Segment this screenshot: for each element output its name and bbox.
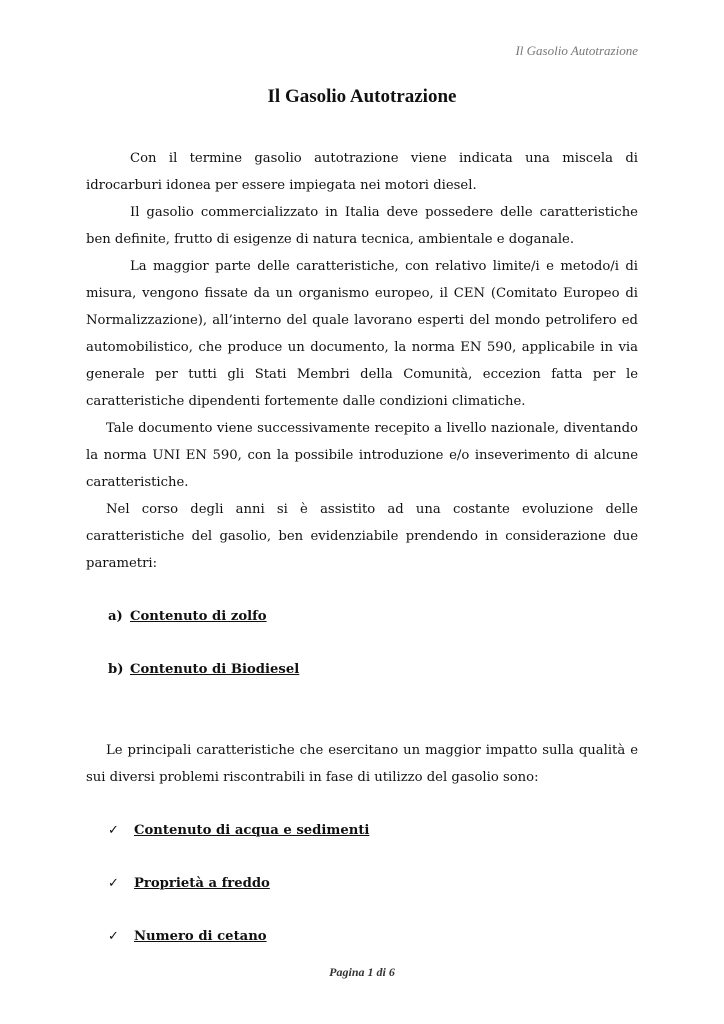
paragraph-intro: Con il termine gasolio autotrazione viene indicata una miscela di idrocarburi idonea per essere impiegata nei motori diesel. [86, 151, 638, 193]
parameters-list [86, 603, 638, 683]
checkmark-icon: ✓ [108, 823, 120, 838]
list-item-label: Proprietà a freddo [134, 876, 270, 891]
list-item-label: Contenuto di zolfo [130, 609, 267, 624]
list-item-label: Contenuto di Biodiesel [130, 662, 300, 677]
list-marker: a) [108, 609, 123, 624]
list-item-label: Contenuto di acqua e sedimenti [134, 823, 370, 838]
list-item [86, 603, 638, 630]
list-marker: b) [108, 662, 124, 677]
page-footer: Pagina 1 di 6 [329, 965, 395, 979]
running-header: Il Gasolio Autotrazione [515, 43, 638, 58]
list-item [86, 817, 638, 844]
paragraph-cen: La maggior parte delle caratteristiche, con relativo limite/i e metodo/i di misura, vengono fissate da un organismo europeo, il CEN (Comitato Europeo di Normalizzazione), all’interno del quale lavorano esperti del mondo petrolifero ed automobilistico, che produce un documento, la norma EN 590, applicabile in via generale per tutti gli Stati Membri della Comunità, eccezion fatta per le caratteristiche dipendenti fortemente dalle condizioni climatiche. [86, 259, 638, 409]
list-item [86, 923, 638, 950]
document-title: Il Gasolio Autotrazione [267, 86, 457, 107]
paragraph-commercial: Il gasolio commercializzato in Italia deve possedere delle caratteristiche ben definite, frutto di esigenze di natura tecnica, ambientale e doganale. [86, 205, 638, 247]
list-item [86, 870, 638, 897]
list-item-label: Numero di cetano [134, 929, 267, 944]
paragraph-evolution: Nel corso degli anni si è assistito ad una costante evoluzione delle caratteristiche del gasolio, ben evidenziabile prendendo in considerazione due parametri: [86, 502, 638, 571]
paragraph-characteristics: Le principali caratteristiche che esercitano un maggior impatto sulla qualità e sui diversi problemi riscontrabili in fase di utilizzo del gasolio sono: [86, 743, 638, 785]
checkmark-icon: ✓ [108, 876, 120, 891]
paragraph-uni: Tale documento viene successivamente recepito a livello nazionale, diventando la norma UNI EN 590, con la possibile introduzione e/o inseverimento di alcune caratteristiche. [86, 421, 638, 490]
checkmark-icon: ✓ [108, 929, 120, 944]
list-item [86, 656, 638, 683]
characteristics-list [86, 817, 638, 950]
document-body [86, 145, 638, 950]
